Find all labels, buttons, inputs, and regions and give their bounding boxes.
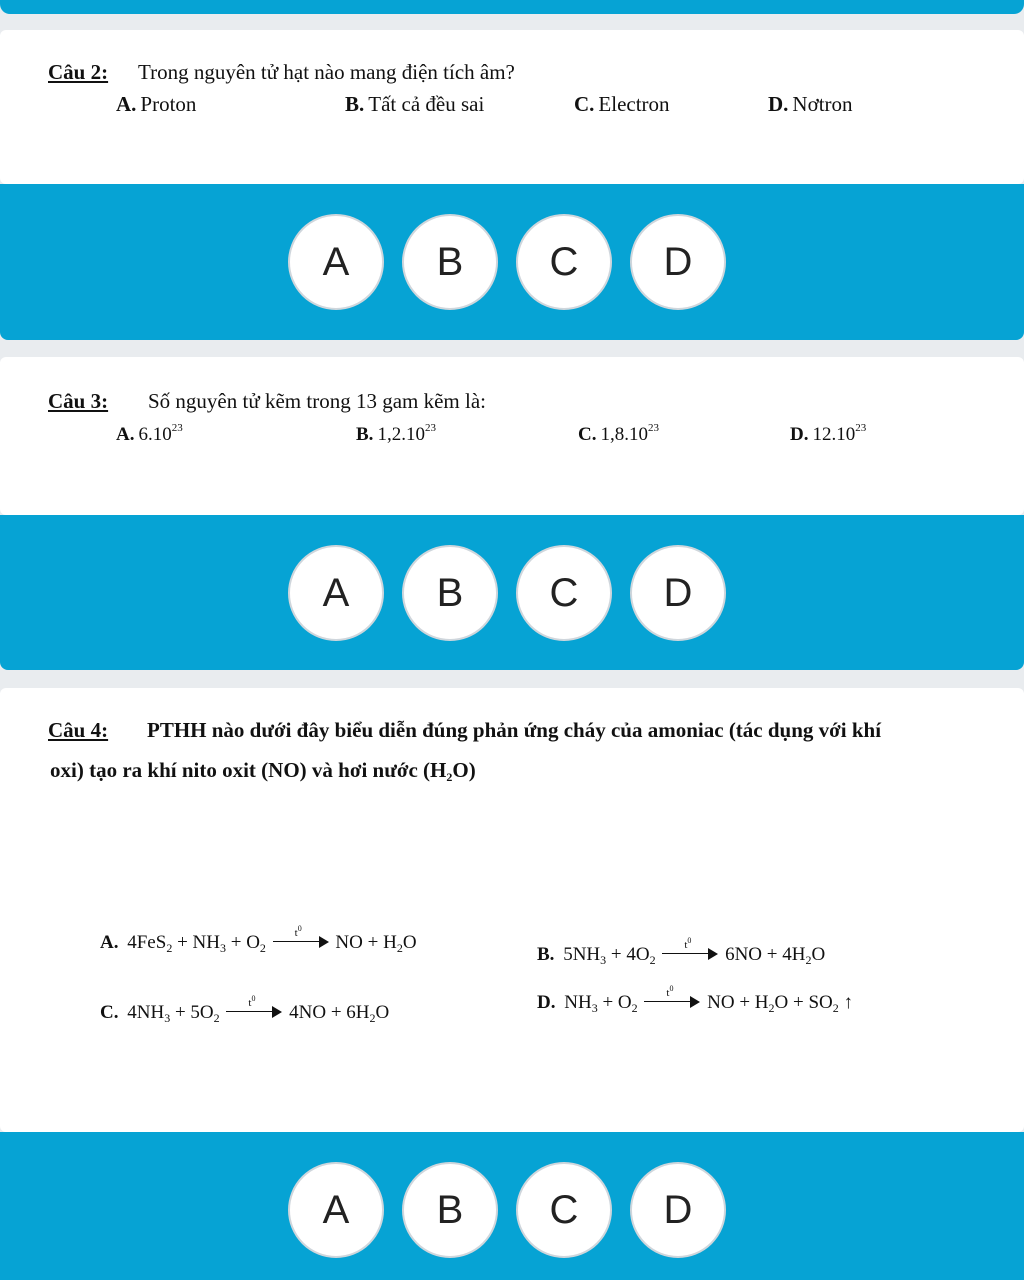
option-d: D. $NH_3 + O_2$ $t^0$ NO + $H_2O + SO_2$ ↑ (537, 984, 853, 1015)
answer-b-button[interactable]: B (402, 545, 498, 641)
option-c: C. Electron (574, 92, 670, 116)
option-c: C. $4NH_3 + 5O_2$ $t^0$ $4NO + 6H_2O$ (100, 994, 390, 1025)
answer-a-button[interactable]: A (288, 1162, 384, 1258)
top-accent-bar (0, 0, 1024, 14)
answer-d-button[interactable]: D (630, 214, 726, 310)
option-d: D. Nơtron (768, 92, 853, 116)
question-text: Trong nguyên tử hạt nào mang điện tích âm? (138, 60, 515, 84)
answer-b-button[interactable]: B (402, 214, 498, 310)
reaction-arrow: $t^0$ (662, 946, 718, 960)
answer-c-button[interactable]: C (516, 545, 612, 641)
option-b: B. $5NH_3 + 4O_2$ $t^0$ $6NO + 4H_2O$ (537, 936, 826, 967)
question-label: Câu 2: (48, 60, 109, 84)
answer-b-button[interactable]: B (402, 1162, 498, 1258)
option-c: C. 1,8.10$^{23}$ (578, 422, 659, 445)
question-text-line1: PTHH nào dưới đây biểu diễn đúng phản ứng cháy của amoniac (tác dụng với khí (147, 718, 882, 742)
option-b: B. Tất cả đều sai (345, 92, 485, 116)
answer-bar-2 (0, 184, 1024, 340)
question-text-line2: oxi) tạo ra khí nito oxit (NO) và hơi nước $(H_2O)$ (50, 758, 476, 784)
question-label: Câu 4: (48, 718, 109, 742)
reaction-arrow: $t^0$ (644, 994, 700, 1008)
question-label: Câu 3: (48, 389, 109, 413)
answer-d-button[interactable]: D (630, 1162, 726, 1258)
option-a: A. $4FeS_2 + NH_3 + O_2$ $t^0$ NO + $H_2O$ (100, 924, 417, 955)
question-card-3 (0, 357, 1024, 515)
answer-bar-3 (0, 515, 1024, 670)
question-text: Số nguyên tử kẽm trong 13 gam kẽm là: (148, 389, 486, 413)
option-a: A. 6.10$^{23}$ (116, 422, 183, 445)
reaction-arrow: $t^0$ (226, 1004, 282, 1018)
answer-a-button[interactable]: A (288, 545, 384, 641)
option-d: D. 12.10$^{23}$ (790, 422, 867, 445)
answer-bar-4 (0, 1132, 1024, 1280)
answer-c-button[interactable]: C (516, 214, 612, 310)
answer-a-button[interactable]: A (288, 214, 384, 310)
answer-d-button[interactable]: D (630, 545, 726, 641)
option-a: A. Proton (116, 92, 197, 116)
question-card-4 (0, 688, 1024, 1132)
option-b: B. 1,2.10$^{23}$ (356, 422, 436, 445)
reaction-arrow: $t^0$ (273, 934, 329, 948)
answer-c-button[interactable]: C (516, 1162, 612, 1258)
question-card-2 (0, 30, 1024, 184)
